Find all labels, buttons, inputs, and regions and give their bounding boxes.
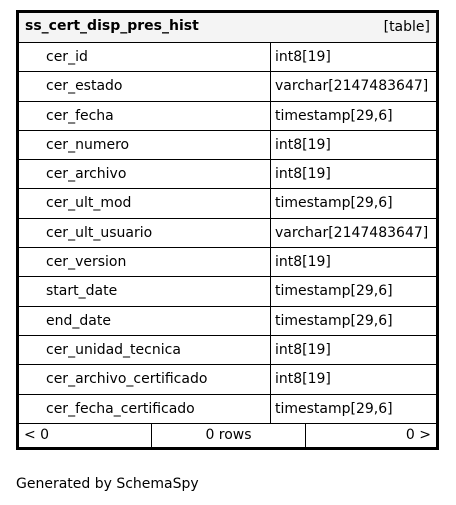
schema-table bbox=[16, 10, 439, 450]
column-type: int8[19] bbox=[275, 254, 331, 271]
column-row bbox=[19, 43, 436, 72]
column-name: cer_fecha_certificado bbox=[19, 395, 271, 423]
column-type: varchar[2147483647] bbox=[275, 224, 429, 241]
column-type: timestamp[29,6] bbox=[275, 283, 393, 300]
table-header bbox=[19, 13, 436, 43]
column-row bbox=[19, 277, 436, 306]
table-name: ss_cert_disp_pres_hist bbox=[25, 18, 199, 34]
column-name: cer_id bbox=[19, 43, 271, 71]
column-type: int8[19] bbox=[275, 371, 331, 388]
footer-next: 0 > bbox=[405, 426, 431, 443]
column-name: cer_fecha bbox=[19, 102, 271, 130]
column-row bbox=[19, 395, 436, 424]
table-footer bbox=[19, 424, 436, 447]
column-list bbox=[19, 43, 436, 424]
column-name: start_date bbox=[19, 277, 271, 305]
column-name: cer_unidad_tecnica bbox=[19, 336, 271, 364]
column-type: int8[19] bbox=[275, 341, 331, 358]
column-row bbox=[19, 248, 436, 277]
column-type: varchar[2147483647] bbox=[275, 78, 429, 95]
column-type: int8[19] bbox=[275, 136, 331, 153]
column-name: cer_archivo bbox=[19, 160, 271, 188]
column-name: end_date bbox=[19, 307, 271, 335]
column-type: int8[19] bbox=[275, 49, 331, 65]
column-type: timestamp[29,6] bbox=[275, 107, 393, 124]
column-type: timestamp[29,6] bbox=[275, 195, 393, 212]
column-row bbox=[19, 365, 436, 394]
column-name: cer_ult_usuario bbox=[19, 219, 271, 247]
footer-row-count: 0 rows bbox=[152, 424, 306, 447]
column-row bbox=[19, 102, 436, 131]
column-name: cer_estado bbox=[19, 72, 271, 100]
column-name: cer_archivo_certificado bbox=[19, 365, 271, 393]
generated-by-text: Generated by SchemaSpy bbox=[16, 476, 199, 492]
column-row bbox=[19, 336, 436, 365]
footer-prev: < 0 bbox=[19, 424, 152, 447]
column-row bbox=[19, 189, 436, 218]
column-row bbox=[19, 219, 436, 248]
column-name: cer_numero bbox=[19, 131, 271, 159]
column-type: timestamp[29,6] bbox=[275, 400, 393, 417]
table-type-label: [table] bbox=[383, 19, 430, 35]
column-row bbox=[19, 131, 436, 160]
column-name: cer_ult_mod bbox=[19, 189, 271, 217]
column-type: timestamp[29,6] bbox=[275, 312, 393, 329]
column-name: cer_version bbox=[19, 248, 271, 276]
column-type: int8[19] bbox=[275, 166, 331, 183]
column-row bbox=[19, 307, 436, 336]
column-row bbox=[19, 72, 436, 101]
column-row bbox=[19, 160, 436, 189]
